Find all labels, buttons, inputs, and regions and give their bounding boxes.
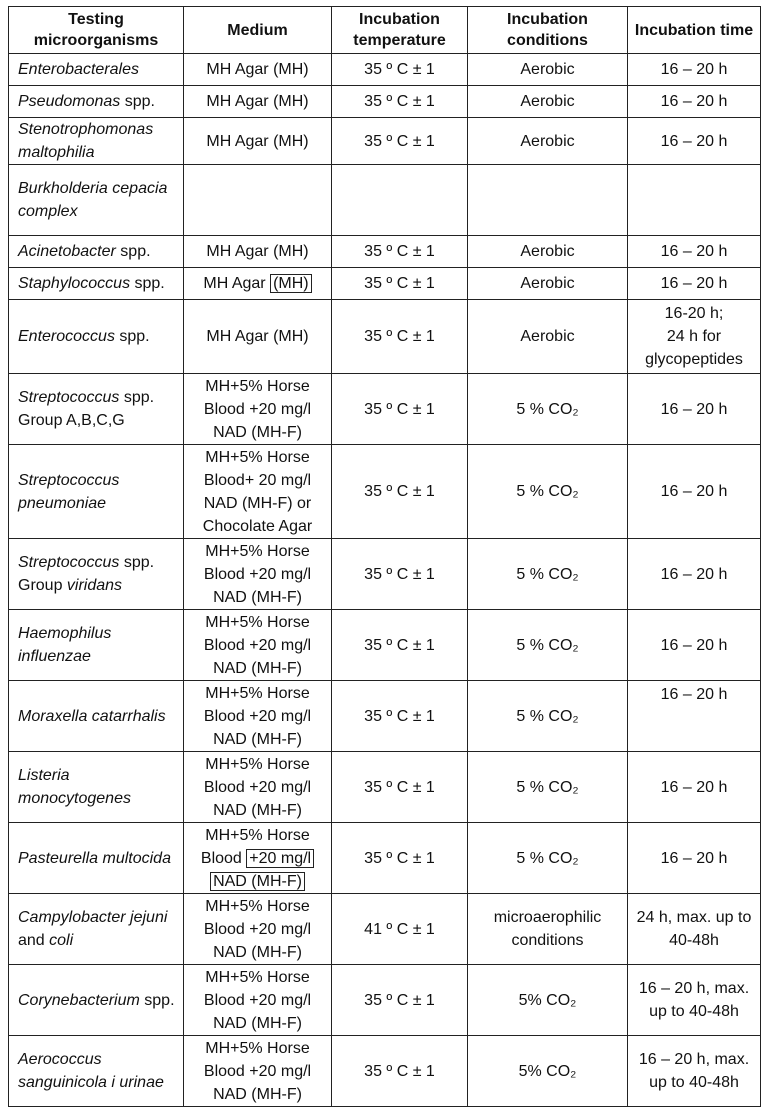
organism-cell (9, 539, 184, 610)
temperature-cell: 35 º C ± 1 (332, 118, 468, 165)
temperature-cell: 41 º C ± 1 (332, 894, 468, 965)
table-row (9, 610, 761, 681)
table-row (9, 374, 761, 445)
medium-line: NAD (MH-F) (213, 588, 302, 606)
conditions-cell: Aerobic (468, 86, 628, 118)
medium-line: MH Agar (203, 275, 271, 292)
temperature-cell: 35 º C ± 1 (332, 610, 468, 681)
medium-line: Blood +20 mg/l (203, 707, 312, 725)
organism-cell (9, 823, 184, 894)
organism-name: Burkholderia cepacia complex (18, 180, 168, 220)
time-line: 16 – 20 h (660, 243, 728, 260)
time-cell (628, 752, 761, 823)
medium-line: MH+5% Horse (205, 897, 310, 915)
organism-cell (9, 236, 184, 268)
organism-suffix: spp. Group A,B,C,G (18, 389, 155, 429)
conditions-cell: 5 % CO₂ (468, 681, 628, 752)
medium-cell (184, 236, 332, 268)
medium-line: Chocolate Agar (202, 517, 313, 535)
organism-name: Moraxella catarrhalis (18, 707, 166, 725)
table-row (9, 54, 761, 86)
time-line: up to 40-48h (649, 1074, 739, 1091)
organism-cell (9, 86, 184, 118)
time-line: 16 – 20 h (660, 61, 728, 78)
medium-line: Blood +20 mg/l (203, 1062, 312, 1080)
medium-line: MH+5% Horse (205, 755, 310, 773)
header-testing-microorganisms: Testing microorganisms (9, 7, 184, 54)
temperature-cell: 35 º C ± 1 (332, 539, 468, 610)
medium-cell (184, 445, 332, 539)
header-incubation-time: Incubation time (628, 7, 761, 54)
table-row (9, 965, 761, 1036)
medium-line: NAD (MH-F) (213, 730, 302, 748)
medium-cell (184, 894, 332, 965)
time-cell (628, 965, 761, 1036)
table-row (9, 268, 761, 300)
time-line: 16 – 20 h (660, 849, 728, 867)
organism-name: Listeria monocytogenes (18, 767, 131, 807)
time-cell (628, 894, 761, 965)
organism-suffix: spp. Group (18, 554, 155, 594)
conditions-cell: Aerobic (468, 118, 628, 165)
organism-name: Campylobacter jejuni (18, 909, 168, 926)
time-cell (628, 374, 761, 445)
temperature-cell: 35 º C ± 1 (332, 300, 468, 374)
organism-cell (9, 165, 184, 236)
temperature-cell: 35 º C ± 1 (332, 374, 468, 445)
medium-line: MH+5% Horse (205, 613, 310, 631)
medium-boxed-text: +20 mg/l (246, 849, 314, 868)
time-cell (628, 1036, 761, 1107)
medium-cell (184, 1036, 332, 1107)
medium-line: Blood (200, 849, 247, 867)
medium-cell (184, 823, 332, 894)
medium-line: MH+5% Horse (205, 684, 310, 702)
time-cell (628, 610, 761, 681)
time-line: up to 40-48h (649, 1003, 739, 1020)
table-row (9, 118, 761, 165)
time-line: 16 – 20 h (660, 636, 728, 654)
time-line: 16 – 20 h (660, 778, 728, 796)
conditions-cell: 5 % CO₂ (468, 445, 628, 539)
medium-line: Blood +20 mg/l (203, 636, 312, 654)
conditions-cell (468, 165, 628, 236)
medium-line: NAD (MH-F) (213, 1014, 302, 1032)
medium-line: MH Agar (MH) (206, 93, 309, 110)
temperature-cell: 35 º C ± 1 (332, 54, 468, 86)
table-row (9, 1036, 761, 1107)
organism-cell (9, 752, 184, 823)
conditions-cell: Aerobic (468, 268, 628, 300)
organism-name: Haemophilus influenzae (18, 625, 112, 665)
table-row (9, 539, 761, 610)
organism-name: Aerococcus sanguinicola i urinae (18, 1051, 164, 1091)
organism-name: Enterococcus (18, 328, 115, 345)
medium-cell (184, 118, 332, 165)
table-row (9, 86, 761, 118)
organism-cell (9, 374, 184, 445)
conditions-cell: microaerophilic conditions (468, 894, 628, 965)
medium-line: MH+5% Horse (205, 542, 310, 560)
organism-name: Pasteurella multocida (18, 849, 171, 867)
medium-line: Blood +20 mg/l (203, 991, 312, 1009)
table-row (9, 681, 761, 752)
table-row (9, 823, 761, 894)
time-line: 16 – 20 h, max. (638, 1051, 750, 1068)
time-cell (628, 300, 761, 374)
medium-cell (184, 268, 332, 300)
time-line: 16 – 20 h (660, 93, 728, 110)
header-row (9, 7, 761, 54)
organism-suffix: spp. (120, 93, 155, 110)
time-cell (628, 539, 761, 610)
medium-line: MH+5% Horse (205, 826, 310, 844)
temperature-cell: 35 º C ± 1 (332, 86, 468, 118)
organism-cell (9, 445, 184, 539)
time-cell (628, 681, 761, 752)
medium-cell (184, 965, 332, 1036)
medium-line: NAD (MH-F) (213, 659, 302, 677)
medium-line: MH Agar (MH) (206, 132, 309, 150)
conditions-cell: 5% CO₂ (468, 1036, 628, 1107)
medium-boxed-text: NAD (MH-F) (210, 872, 305, 891)
conditions-cell: 5 % CO₂ (468, 539, 628, 610)
time-cell (628, 165, 761, 236)
temperature-cell: 35 º C ± 1 (332, 965, 468, 1036)
time-line: glycopeptides (645, 351, 743, 368)
time-line: 24 h, max. up to (636, 909, 752, 926)
medium-line: NAD (MH-F) (213, 801, 302, 819)
organism-name: Streptococcus pneumoniae (18, 471, 120, 512)
organism-cell (9, 300, 184, 374)
organism-cell (9, 268, 184, 300)
header-incubation-conditions: Incubation conditions (468, 7, 628, 54)
conditions-cell: Aerobic (468, 236, 628, 268)
time-line: 16 – 20 h (660, 483, 728, 500)
medium-line: NAD (MH-F) or (203, 494, 312, 512)
organism-name: Streptococcus (18, 389, 120, 406)
organism-cell (9, 610, 184, 681)
organism-name: viridans (66, 577, 123, 594)
organism-cell (9, 681, 184, 752)
temperature-cell: 35 º C ± 1 (332, 268, 468, 300)
medium-boxed-text: (MH) (270, 274, 312, 293)
organism-suffix: spp. (115, 243, 151, 260)
temperature-cell: 35 º C ± 1 (332, 823, 468, 894)
organism-cell (9, 54, 184, 86)
header-incubation-temperature: Incubation temperature (332, 7, 468, 54)
time-cell (628, 118, 761, 165)
time-line: 16-20 h; (664, 305, 724, 322)
medium-cell (184, 752, 332, 823)
header-medium: Medium (184, 7, 332, 54)
organism-suffix: and (18, 932, 50, 949)
time-cell (628, 268, 761, 300)
time-cell (628, 236, 761, 268)
temperature-cell: 35 º C ± 1 (332, 681, 468, 752)
conditions-cell: Aerobic (468, 54, 628, 86)
medium-line: MH Agar (MH) (206, 328, 309, 345)
medium-line: MH Agar (MH) (206, 243, 309, 260)
time-line: 16 – 20 h (660, 132, 728, 150)
medium-cell (184, 610, 332, 681)
medium-cell (184, 374, 332, 445)
time-line: 16 – 20 h, max. (638, 980, 750, 997)
time-cell (628, 823, 761, 894)
medium-line: Blood +20 mg/l (203, 400, 312, 418)
table-row (9, 894, 761, 965)
medium-cell (184, 165, 332, 236)
table-row (9, 300, 761, 374)
conditions-cell: 5 % CO₂ (468, 610, 628, 681)
medium-line: MH+5% Horse (205, 968, 310, 986)
medium-line: NAD (MH-F) (213, 943, 302, 961)
temperature-cell: 35 º C ± 1 (332, 1036, 468, 1107)
organism-name: Stenotrophomonas maltophilia (18, 121, 154, 161)
organism-suffix: spp. (139, 991, 175, 1009)
organism-name: Corynebacterium (18, 991, 140, 1009)
medium-line: Blood +20 mg/l (203, 778, 312, 796)
medium-line: MH Agar (MH) (206, 61, 309, 78)
organism-name: Enterobacterales (18, 61, 139, 78)
conditions-cell: 5 % CO₂ (468, 823, 628, 894)
time-line: 16 – 20 h (660, 686, 728, 703)
organism-name: Streptococcus (18, 554, 120, 571)
time-line: 16 – 20 h (660, 275, 728, 292)
incubation-conditions-table (8, 6, 761, 1107)
medium-line: NAD (MH-F) (213, 1085, 302, 1103)
medium-cell (184, 300, 332, 374)
conditions-cell: 5 % CO₂ (468, 374, 628, 445)
organism-name: Staphylococcus (18, 275, 131, 292)
table-row (9, 165, 761, 236)
medium-line: Blood+ 20 mg/l (203, 471, 312, 489)
time-line: 16 – 20 h (660, 400, 728, 418)
organism-cell (9, 894, 184, 965)
medium-line: MH+5% Horse (205, 448, 310, 466)
medium-line: NAD (MH-F) (213, 423, 302, 441)
conditions-cell: 5 % CO₂ (468, 752, 628, 823)
medium-line: MH+5% Horse (205, 377, 310, 395)
organism-suffix: spp. (130, 275, 165, 292)
temperature-cell (332, 165, 468, 236)
medium-cell (184, 54, 332, 86)
organism-name: Acinetobacter (18, 243, 116, 260)
medium-line: Blood +20 mg/l (203, 920, 312, 938)
organism-suffix: spp. (114, 328, 150, 345)
temperature-cell: 35 º C ± 1 (332, 236, 468, 268)
organism-cell (9, 1036, 184, 1107)
medium-line: Blood +20 mg/l (203, 565, 312, 583)
time-line: 24 h for (666, 328, 722, 345)
table-row (9, 236, 761, 268)
conditions-cell: Aerobic (468, 300, 628, 374)
time-line: 16 – 20 h (660, 565, 728, 583)
time-cell (628, 54, 761, 86)
organism-cell (9, 965, 184, 1036)
organism-name: coli (49, 932, 74, 949)
conditions-cell: 5% CO₂ (468, 965, 628, 1036)
organism-cell (9, 118, 184, 165)
table-row (9, 445, 761, 539)
medium-cell (184, 681, 332, 752)
time-cell (628, 445, 761, 539)
temperature-cell: 35 º C ± 1 (332, 752, 468, 823)
organism-name: Pseudomonas (18, 93, 121, 110)
medium-cell (184, 86, 332, 118)
temperature-cell: 35 º C ± 1 (332, 445, 468, 539)
medium-cell (184, 539, 332, 610)
time-cell (628, 86, 761, 118)
time-line: 40-48h (669, 932, 719, 949)
table-row (9, 752, 761, 823)
medium-line: MH+5% Horse (205, 1039, 310, 1057)
